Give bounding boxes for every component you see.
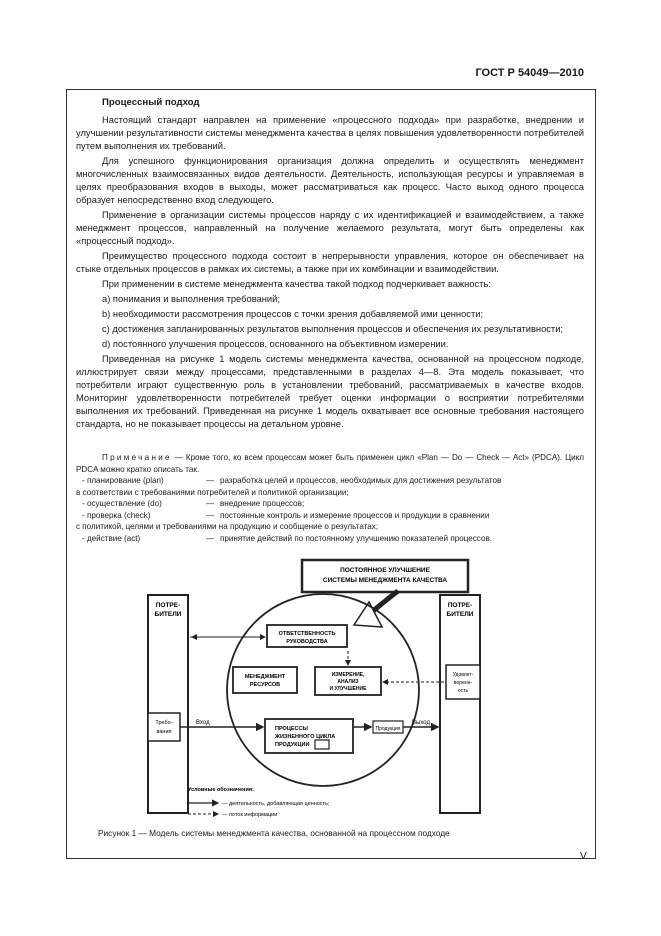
measurement-label: И УЛУЧШЕНИЕ (329, 686, 367, 692)
customers-left-label: ПОТРЕ- (155, 602, 181, 609)
paragraph: Преимущество процессного подхода состоит в непрерывности управления, которое он обеспечивает на стыке отдельных процессов в рамках их системы, а также при их комбинации и взаимодействии. (76, 251, 584, 274)
page-number: V (580, 851, 587, 862)
improvement-label: СИСТЕМЫ МЕНЕДЖМЕНТА КАЧЕСТВА (322, 577, 448, 584)
output-label: Выход (412, 720, 430, 726)
main-text (76, 96, 584, 433)
document-header: ГОСТ Р 54049—2010 (475, 67, 584, 79)
continual-improvement-box (302, 560, 468, 592)
product-label: ЖИЗНЕННОГО ЦИКЛА (275, 734, 336, 740)
legend-info-text: — поток информации (222, 812, 278, 818)
list-item: b) необходимости рассмотрения процессов с точки зрения добавляемой ими ценности; (102, 309, 484, 319)
customers-right-label: ПОТРЕ- (447, 602, 473, 609)
paragraph: Применение в организации системы процессов наряду с их идентификацией и взаимодействием, а также менеджмент процессов, направленный на получение желаемого результата, могут быть определены как «процессный подход». (76, 210, 584, 246)
note-item: - осуществление (do) — внедрение процессов; (76, 498, 584, 510)
paragraph: При применении в системе менеджмента качества такой подход подчеркивает важность: (102, 279, 491, 289)
paragraph: Приведенная на рисунке 1 модель системы менеджмента качества, основанной на процессном подходе, иллюстрирует связи между процессами, представленными в разделах 4—8. Эта модель показывает, что потребители играют существенную роль в установлении требований, рассматриваемых в качестве входов. Мониторинг удовлетворенности потребителей требует оценки информации о восприятии потребителями выполнения их требований. Приведенная на рисунке 1 модель охватывает все основные требования настоящего стандарта, но не показывает процессы на детальном уровне. (76, 354, 584, 429)
requirements-label: вания (156, 729, 172, 735)
product-label: ПРОЦЕССЫ (275, 726, 308, 732)
satisfaction-label: ость (457, 688, 469, 694)
note-term: - действие (act) (82, 533, 141, 543)
note-desc: разработка целей и процессов, необходимых для достижения результатов (220, 476, 502, 485)
responsibility-label: РУКОВОДСТВА (286, 639, 328, 645)
note-desc: принятие действий по постоянному улучшению показателей процессов. (220, 533, 492, 543)
responsibility-label: ОТВЕТСТВЕННОСТЬ (278, 631, 336, 637)
note-desc: в соответствии с требованиями потребителей и политикой организации; (76, 487, 349, 497)
satisfaction-label: воренн- (453, 680, 473, 686)
note-desc: внедрение процессов; (220, 499, 305, 508)
measurement-label: ИЗМЕРЕНИЕ, (331, 672, 365, 678)
customers-right-label: БИТЕЛИ (446, 611, 474, 618)
note-item-cont (76, 487, 584, 499)
qms-diagram (66, 555, 594, 825)
requirements-label: Требо- (155, 720, 173, 726)
customers-right-column (440, 595, 480, 813)
note-term: - проверка (check) (82, 510, 151, 520)
product-label: ПРОДУКЦИИ (275, 742, 310, 748)
customers-left-column (148, 595, 188, 813)
input-label: Вход (196, 720, 210, 726)
figure-caption: Рисунок 1 — Модель системы менеджмента качества, основанной на процессном подходе (98, 828, 450, 838)
figure-qms-model (66, 555, 594, 825)
note-item: - планирование (plan) — разработка целей и процессов, необходимых для достижения результатов (76, 475, 584, 487)
note-desc: с политикой, целями и требованиями на продукцию и сообщение о результатах; (76, 522, 379, 531)
list-item: a) понимания и выполнения требований; (102, 294, 280, 304)
paragraph: Для успешного функционирования организация должна определить и осуществлять менеджмент многочисленных взаимосвязанных видов деятельности. Деятельность, использующая ресурсы и управляемая в целях преобразования входов в выходы, может рассматриваться как процесс. Часто выход одного процесса образует непосредственно вход следующего. (76, 156, 584, 205)
section-title: Процессный подход (102, 97, 200, 108)
paragraph: Настоящий стандарт направлен на применение «процессного подхода» при разработке, внедрении и улучшении результативности системы менеджмента качества в целях повышения удовлетворенности потребителей путем выполнения их требований. (76, 115, 584, 151)
measurement-label: АНАЛИЗ (337, 679, 359, 685)
note-block (76, 452, 584, 544)
note-item-cont (76, 521, 584, 533)
product-icon (315, 740, 329, 749)
requirements-box (148, 713, 180, 741)
satisfaction-label: Удовлет- (452, 672, 474, 678)
legend-title: Условные обозначения: (188, 787, 254, 793)
customers-left-label: БИТЕЛИ (154, 611, 182, 618)
resource-management-box (233, 667, 297, 693)
note-item: - проверка (check) — постоянные контроль и измерение процессов и продукции в сравнении (76, 510, 584, 522)
note-text: — Кроме того, ко всем процессам может быть применен цикл «Plan — Do — Check — Act» (PDCA). Цикл PDCA можно кратко описать так. (76, 453, 584, 474)
note-label: Примечание (102, 453, 172, 462)
note-term: - осуществление (do) (82, 499, 162, 508)
resources-label: РЕСУРСОВ (249, 682, 281, 688)
note-desc: постоянные контроль и измерение процессов и продукции в сравнении (220, 510, 490, 520)
improvement-label: ПОСТОЯННОЕ УЛУЧШЕНИЕ (340, 567, 430, 574)
resources-label: МЕНЕДЖМЕНТ (244, 674, 286, 680)
list-item: d) постоянного улучшения процессов, основанного на объективном измерении. (102, 339, 449, 349)
note-item: - действие (act) — принятие действий по постоянному улучшению показателей процессов. (76, 533, 584, 545)
legend-value-text: — деятельность, добавляющая ценность; (222, 801, 330, 807)
note-term: - планирование (plan) (82, 476, 164, 485)
note-intro (76, 452, 584, 475)
list-item: c) достижения запланированных результатов выполнения процессов и обеспечения их результативности; (102, 324, 564, 334)
product-output-label: Продукция (375, 726, 401, 732)
